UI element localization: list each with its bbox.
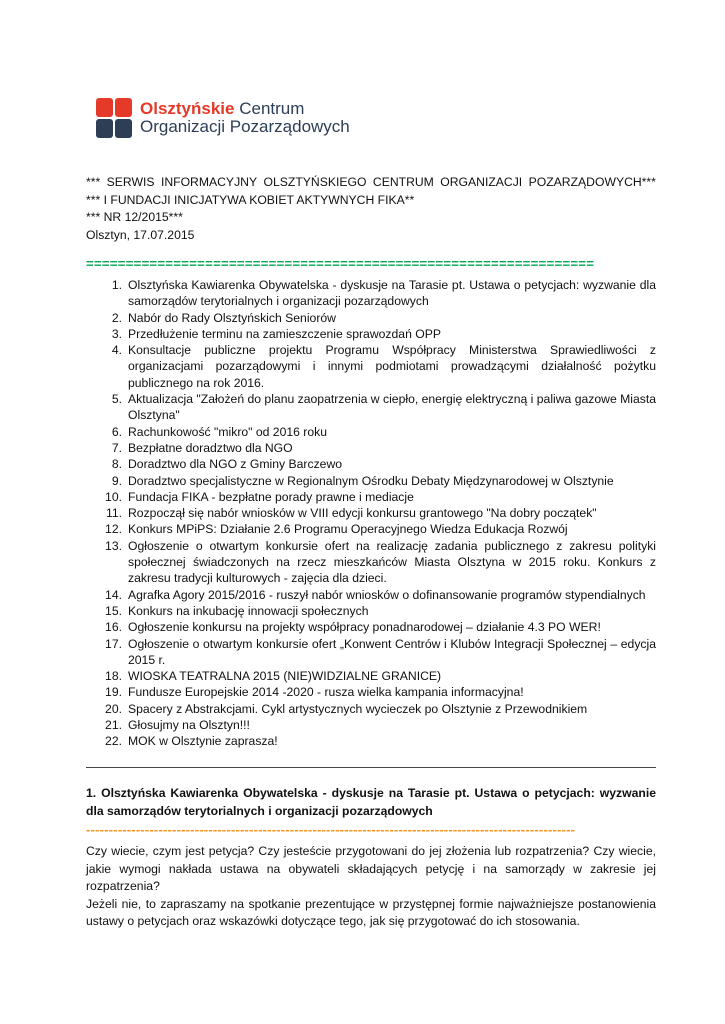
toc-item-number: 10.: [105, 489, 122, 504]
toc-item-label: Głosujmy na Olsztyn!!!: [128, 718, 250, 733]
toc-item[interactable]: [86, 521, 656, 537]
green-separator: ================================================================: [86, 256, 595, 271]
toc-item-number: 12.: [105, 522, 122, 537]
toc-item-number: 18.: [105, 669, 122, 684]
toc-item[interactable]: [86, 391, 656, 424]
toc-item-label: Konkurs na inkubację innowacji społecznych: [128, 603, 369, 618]
toc-item-label: Przedłużenie terminu na zamieszczenie sprawozdań OPP: [128, 326, 441, 341]
toc-item[interactable]: [86, 538, 656, 587]
toc-item[interactable]: [86, 277, 656, 310]
toc-item-number: 17.: [105, 636, 122, 651]
toc-item-label: WIOSKA TEATRALNA 2015 (NIE)WIDZIALNE GRANICE): [128, 669, 442, 684]
paragraph: Jeżeli nie, to zapraszamy na spotkanie prezentujące w przystępnej formie najważniejsze postanowienia ustawy o petycjach oraz wskazówki dotyczące tego, jak się przygotować do ich stosowania.: [86, 896, 656, 928]
toc-item-number: 11.: [105, 506, 122, 521]
toc-item[interactable]: [86, 717, 656, 733]
header-issue-number: *** NR 12/2015***: [86, 210, 183, 224]
toc-item-number: 5.: [111, 392, 122, 407]
toc-item[interactable]: [86, 473, 656, 489]
toc-item-number: 6.: [111, 424, 122, 439]
toc-item[interactable]: [86, 668, 656, 684]
horizontal-rule: [86, 767, 656, 768]
toc-item-number: 22.: [105, 734, 122, 749]
table-of-contents: [86, 277, 656, 750]
toc-item-number: 3.: [111, 326, 122, 341]
toc-item-number: 21.: [105, 718, 122, 733]
toc-item-number: 19.: [105, 685, 122, 700]
toc-item[interactable]: [86, 489, 656, 505]
toc-item-label: Konsultacje publiczne projektu Programu Współpracy Ministerstwa Sprawiedliwości z organizacjami pozarządowymi i innymi podmiotami prowadzącymi działalność pożytku publicznego na rok 2016.: [128, 343, 656, 390]
toc-item-number: 9.: [111, 473, 122, 488]
toc-item[interactable]: [86, 603, 656, 619]
toc-item-number: 15.: [105, 603, 122, 618]
toc-item-number: 4.: [111, 343, 122, 358]
toc-item-label: Spacery z Abstrakcjami. Cykl artystycznych wycieczek po Olsztynie z Przewodnikiem: [128, 701, 588, 716]
toc-item-label: Ogłoszenie konkursu na projekty współpracy ponadnarodowej – działanie 4.3 PO WER!: [128, 620, 601, 635]
toc-item[interactable]: [86, 619, 656, 635]
toc-item[interactable]: [86, 342, 656, 391]
toc-item[interactable]: [86, 587, 656, 603]
paragraph: Czy wiecie, czym jest petycja? Czy jesteście przygotowani do jej złożenia lub rozpatrzenia? Czy wiecie, jakie wymogi nakłada ustawa na obywateli składających petycję i na samorządy w zakresie jej rozpatrzenia?: [86, 844, 656, 893]
toc-item-label: Konkurs MPiPS: Działanie 2.6 Programu Operacyjnego Wiedza Edukacja Rozwój: [128, 522, 568, 537]
header-line-2: *** I FUNDACJI INICJATYWA KOBIET AKTYWNYCH FIKA**: [86, 192, 415, 207]
toc-item-number: 8.: [111, 457, 122, 472]
toc-item-label: Doradztwo specjalistyczne w Regionalnym Ośrodku Debaty Międzynarodowej w Olsztynie: [128, 473, 614, 488]
toc-item[interactable]: [86, 326, 656, 342]
section-title: 1. Olsztyńska Kawiarenka Obywatelska - dyskusje na Tarasie pt. Ustawa o petycjach: wyzwanie dla samorządów terytorialnych i organizacji pozarządowych: [86, 786, 656, 818]
toc-item-number: 1.: [111, 278, 122, 292]
toc-item-label: Doradztwo dla NGO z Gminy Barczewo: [128, 457, 343, 472]
toc-item-number: 13.: [105, 538, 122, 553]
toc-item[interactable]: [86, 733, 656, 749]
toc-item-label: Agrafka Agory 2015/2016 - ruszył nabór wniosków o dofinansowanie programów stypendialnych: [128, 587, 646, 602]
logo-line2: Organizacji Pozarządowych: [140, 117, 350, 136]
toc-item[interactable]: [86, 701, 656, 717]
header-line-1: *** SERWIS INFORMACYJNY OLSZTYŃSKIEGO CENTRUM ORGANIZACJI POZARZĄDOWYCH***: [86, 175, 656, 189]
logo-icon: [96, 98, 132, 138]
toc-item-label: Rachunkowość "mikro" od 2016 roku: [128, 424, 328, 439]
toc-item-label: Fundacja FIKA - bezpłatne porady prawne i mediacje: [128, 489, 414, 504]
toc-item-label: Aktualizacja "Założeń do planu zaopatrzenia w ciepło, energię elektryczną i paliwa gazowe Miasta Olsztyna": [128, 392, 657, 423]
header-date: Olsztyn, 17.07.2015: [86, 227, 195, 242]
toc-item-label: Nabór do Rady Olsztyńskich Seniorów: [128, 310, 336, 325]
toc-item-label: MOK w Olsztynie zaprasza!: [128, 734, 278, 749]
toc-item-number: 7.: [111, 440, 122, 455]
toc-item-label: Ogłoszenie o otwartym konkursie ofert „Konwent Centrów i Klubów Integracji Społecznej – edycja 2015 r.: [128, 636, 656, 667]
toc-item-label: Olsztyńska Kawiarenka Obywatelska - dyskusje na Tarasie pt. Ustawa o petycjach: wyzwanie dla samorządów terytorialnych i organizacji pozarządowych: [128, 278, 656, 309]
toc-item-label: Rozpoczął się nabór wniosków w VIII edycji konkursu grantowego "Na dobry początek": [128, 506, 597, 521]
toc-item-number: 20.: [105, 701, 122, 716]
toc-item-label: Ogłoszenie o otwartym konkursie ofert na realizację zadania publicznego z zakresu polityki społecznej świadczonych na rzecz mieszkańców Miasta Olsztyna w 2015 roku. Konkurs z zakresu tradycji kulturowych - zajęcia dla dzieci.: [128, 538, 656, 586]
toc-item-label: Bezpłatne doradztwo dla NGO: [128, 440, 293, 455]
toc-item[interactable]: [86, 505, 656, 521]
toc-item-number: 16.: [105, 620, 122, 635]
newsletter-header: [86, 174, 656, 244]
section-body: [86, 843, 656, 931]
toc-item[interactable]: [86, 424, 656, 440]
toc-item[interactable]: [86, 310, 656, 326]
toc-item-number: 14.: [105, 587, 122, 602]
orange-separator: ------------------------------------------------------------------------------------------------------------: [86, 822, 576, 837]
logo-brand: Olsztyńskie: [140, 99, 235, 118]
toc-item-label: Fundusze Europejskie 2014 -2020 - rusza wielka kampania informacyjna!: [128, 685, 524, 700]
toc-item[interactable]: [86, 684, 656, 700]
logo-line1-rest: Centrum: [239, 99, 305, 118]
toc-item[interactable]: [86, 440, 656, 456]
toc-item[interactable]: [86, 636, 656, 669]
toc-item-number: 2.: [111, 310, 122, 325]
toc-item[interactable]: [86, 456, 656, 472]
logo: [96, 96, 350, 140]
